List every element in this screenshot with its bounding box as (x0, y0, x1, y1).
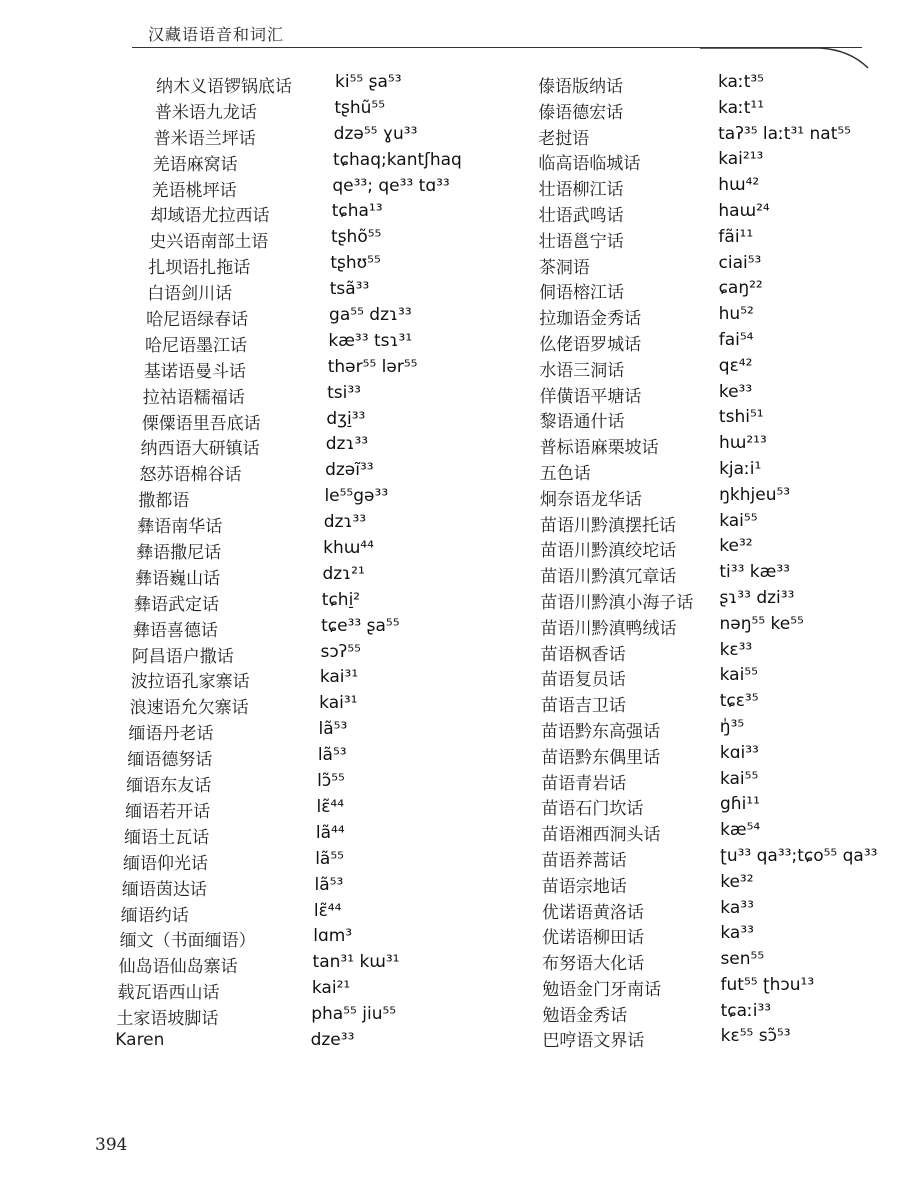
entry-row (530, 1026, 890, 1052)
dialect-name: 壮语邕宁话 (538, 231, 624, 252)
word-form: ga⁵⁵ dzɿ³³ (329, 305, 412, 326)
dialect-name: 彝语喜德话 (132, 620, 218, 641)
entry-row (100, 564, 500, 590)
word-form: kæ⁵⁴ (720, 820, 761, 841)
entry-row (530, 227, 890, 253)
word-form: tɕaːi³³ (720, 1000, 772, 1021)
dialect-name: 苗语复员话 (540, 670, 626, 691)
dialect-name: 哈尼语绿春话 (146, 310, 249, 331)
dialect-name: 苗语吉卫话 (540, 696, 626, 717)
word-form: le⁵⁵gə³³ (324, 486, 389, 507)
word-form: ŋ̍³⁵ (719, 716, 745, 737)
entry-row (530, 253, 890, 279)
dialect-name: 苗语湘西洞头话 (541, 825, 661, 846)
dialect-name: 彝语南华话 (137, 517, 223, 538)
entry-row (100, 745, 500, 771)
dialect-name: 彝语撒尼话 (136, 543, 222, 564)
dialect-name: 苗语川黔滇鸭绒话 (540, 618, 677, 639)
word-form: kɑi³³ (719, 742, 759, 763)
word-form: ki⁵⁵ ʂa⁵³ (335, 72, 402, 92)
entry-row (100, 305, 500, 331)
word-form: kai⁵⁵ (719, 510, 758, 531)
entry-row (100, 719, 500, 745)
entry-row (100, 227, 500, 253)
dialect-name: 拉珈语金秀话 (539, 309, 642, 330)
entry-row (530, 382, 890, 408)
dialect-name: 仙岛语仙岛寨话 (118, 957, 238, 978)
word-form: fai⁵⁴ (718, 329, 754, 350)
word-form: lɛ̃⁴⁴ (313, 900, 342, 921)
dialect-name: 波拉语孔家寨话 (130, 672, 250, 693)
entry-row (530, 278, 890, 304)
dialect-name: 炯奈语龙华话 (539, 489, 642, 510)
dialect-name: 普标语麻栗坡话 (539, 438, 659, 459)
entry-row (530, 330, 890, 356)
word-form: dzɿ²¹ (322, 563, 365, 584)
word-form: tɕɛ³⁵ (719, 691, 759, 712)
entry-row (100, 253, 500, 279)
dialect-name: 傣语德宏话 (538, 102, 624, 123)
word-form: nəŋ⁵⁵ ke⁵⁵ (719, 613, 804, 634)
dialect-name: 水语三洞话 (539, 360, 625, 381)
dialect-name: 缅语东友话 (126, 776, 212, 797)
entry-row (100, 693, 500, 719)
word-form: qɛ⁴² (718, 355, 753, 376)
entry-row (100, 201, 500, 227)
dialect-name: 纳木义语锣锅底话 (156, 77, 292, 97)
dialect-name: 浪速语允欠寨话 (129, 698, 249, 719)
dialect-name: 苗语川黔滇摆托话 (540, 515, 677, 536)
dialect-name: 哈尼语墨江话 (145, 335, 247, 356)
dialect-name: 苗语宗地话 (541, 876, 627, 897)
dialect-name: 彝语巍山话 (135, 568, 221, 589)
entry-row (100, 952, 500, 978)
word-form: dʒi̠³³ (326, 408, 366, 429)
entry-row (530, 820, 890, 846)
entry-row (530, 562, 890, 588)
word-form: ka³³ (720, 923, 754, 944)
dialect-name: 苗语黔东偶里话 (541, 747, 661, 768)
left-column (100, 72, 500, 1056)
word-form: hɯ²¹³ (719, 433, 767, 454)
entry-row (100, 279, 500, 305)
dialect-name: 羌语桃坪话 (151, 180, 237, 201)
word-form: lã⁴⁴ (315, 822, 345, 843)
dialect-name: 缅语若开话 (125, 801, 211, 822)
entry-row (100, 124, 500, 150)
entry-row (100, 771, 500, 797)
word-form: ŋkhjeu⁵³ (719, 484, 791, 505)
word-form: dzə⁵⁵ ɣu³³ (333, 123, 418, 144)
entry-row (530, 304, 890, 330)
word-form: qe³³; qe³³ tɑ³³ (332, 175, 450, 196)
entry-row (100, 72, 500, 98)
entry-row (530, 923, 890, 949)
entry-row (530, 72, 890, 98)
entry-row (530, 794, 890, 820)
dialect-name: 苗语青岩话 (541, 773, 627, 794)
word-form: tɕha¹³ (331, 201, 383, 222)
entry-row (100, 98, 500, 124)
dialect-name: 苗语川黔滇冗章话 (540, 567, 677, 588)
dialect-name: 阿昌语户撒话 (131, 646, 234, 667)
word-form: tʂhʊ⁵⁵ (330, 253, 381, 274)
word-form: khɯ⁴⁴ (323, 538, 374, 559)
dialect-name: 苗语川黔滇小海子话 (540, 592, 694, 613)
word-form: ti³³ kæ³³ (719, 562, 790, 583)
entry-row (530, 872, 890, 898)
word-form: kjaːi¹ (719, 458, 762, 479)
dialect-name: 扎坝语扎拖话 (148, 258, 251, 279)
entry-row (100, 926, 500, 952)
word-form: kɛ³³ (719, 639, 753, 660)
dialect-name: 普米语九龙话 (154, 102, 257, 123)
entry-row (530, 407, 890, 433)
word-form: dzɿ³³ (323, 512, 367, 533)
right-column (530, 72, 890, 1052)
dialect-name: 载瓦语西山话 (117, 983, 220, 1004)
word-form: ʂɿ³³ dzi³³ (719, 587, 795, 608)
word-form: dze³³ (310, 1029, 355, 1050)
dialect-name: 老挝语 (538, 128, 590, 149)
word-form: fut⁵⁵ ʈhɔu¹³ (720, 974, 815, 995)
word-form: dzɿ³³ (325, 434, 369, 455)
entry-row (100, 616, 500, 642)
word-form: ciai⁵³ (718, 252, 762, 273)
word-form: kɛ⁵⁵ sɔ̃⁵³ (720, 1026, 791, 1047)
dialect-name: 缅语丹老话 (128, 724, 214, 745)
entry-row (530, 511, 890, 537)
dialect-name: 缅语仰光话 (123, 853, 208, 874)
word-form: tʂhũ⁵⁵ (334, 97, 386, 118)
entry-row (100, 875, 500, 901)
entry-row (530, 614, 890, 640)
entry-row (530, 536, 890, 562)
word-form: kaːt¹¹ (718, 97, 765, 118)
dialect-name: 苗语石门坎话 (541, 799, 644, 820)
word-form: kai³¹ (319, 693, 358, 714)
word-form: dzəĩ³³ (325, 460, 374, 481)
entry-row (530, 769, 890, 795)
entry-row (530, 1001, 890, 1027)
entry-row (530, 975, 890, 1001)
entry-row (530, 898, 890, 924)
word-form: haɯ²⁴ (718, 200, 770, 221)
entry-row (530, 691, 890, 717)
word-form: lã⁵³ (318, 719, 348, 740)
entry-row (100, 150, 500, 176)
entry-row (530, 201, 890, 227)
dialect-name: 傣语版纳话 (538, 77, 623, 97)
entry-row (100, 667, 500, 693)
dialect-name: Karen (115, 1029, 165, 1050)
word-form: ka³³ (720, 897, 754, 918)
dialect-name: 普米语兰坪话 (153, 128, 256, 149)
page-curl-line (700, 0, 870, 70)
entry-row (100, 486, 500, 512)
dialect-name: 缅语德努话 (127, 750, 213, 771)
entry-row (530, 665, 890, 691)
dialect-name: 优诺语柳田话 (541, 928, 644, 949)
word-form: lã⁵⁵ (315, 848, 344, 869)
entry-row (100, 1030, 500, 1056)
dialect-name: 怒苏语棉谷话 (139, 465, 242, 486)
word-form: pha⁵⁵ jiu⁵⁵ (311, 1004, 397, 1025)
dialect-name: 侗语榕江话 (538, 283, 624, 304)
entry-row (530, 175, 890, 201)
entry-row (100, 460, 500, 486)
word-form: ʈu³³ qa³³;tɕo⁵⁵ qa³³ (720, 845, 878, 866)
entry-row (100, 823, 500, 849)
word-form: tʂhõ⁵⁵ (331, 227, 382, 248)
dialect-name: 勉语金门牙南话 (542, 979, 662, 1000)
word-form: tɕhi̠² (321, 589, 361, 610)
dialect-name: 苗语川黔滇绞坨话 (540, 541, 677, 562)
dialect-name: 拉祜语糯福话 (142, 387, 245, 408)
entry-row (530, 459, 890, 485)
word-form: ke³³ (718, 381, 753, 402)
entry-row (100, 176, 500, 202)
entry-row (100, 642, 500, 668)
word-form: sen⁵⁵ (720, 949, 765, 970)
word-form: lã⁵³ (317, 745, 347, 766)
word-form: kai⁵⁵ (719, 665, 758, 686)
word-form: hɯ⁴² (718, 175, 760, 196)
word-form: kai²¹³ (718, 149, 764, 170)
entry-row (530, 124, 890, 150)
word-form: ke³² (719, 536, 753, 557)
entry-row (530, 433, 890, 459)
dialect-name: 勉语金秀话 (542, 1005, 628, 1026)
word-form: tsã³³ (329, 279, 370, 300)
word-form: tan³¹ kɯ³¹ (312, 952, 400, 973)
entry-row (100, 538, 500, 564)
dialect-name: 却域语尤拉西话 (150, 206, 270, 227)
dialect-name: 史兴语南部土语 (149, 232, 269, 253)
word-form: ɕaŋ²² (718, 278, 763, 299)
dialect-name: 缅文（书面缅语） (119, 931, 256, 952)
dialect-name: 白语剑川话 (147, 284, 233, 305)
entry-row (530, 949, 890, 975)
dialect-name: 布努语大化话 (542, 954, 645, 975)
word-form: tsi³³ (327, 382, 361, 403)
entry-row (530, 640, 890, 666)
dialect-name: 缅语土瓦话 (124, 827, 210, 848)
word-form: taʔ³⁵ laːt³¹ nat⁵⁵ (718, 123, 851, 144)
entry-row (530, 846, 890, 872)
entry-row (100, 978, 500, 1004)
entry-row (530, 588, 890, 614)
dialect-name: 仫佬语罗城话 (539, 334, 642, 355)
entry-row (100, 1004, 500, 1030)
dialect-name: 傈僳语里吾底话 (141, 413, 261, 434)
dialect-name: 苗语黔东高强话 (541, 721, 660, 742)
dialect-name: 纳西语大研镇话 (140, 439, 260, 460)
dialect-name: 彝语武定话 (134, 594, 219, 615)
entry-row (100, 512, 500, 538)
dialect-name: 优诺语黄洛话 (541, 902, 644, 923)
entry-row (100, 797, 500, 823)
word-form: kai⁵⁵ (719, 768, 759, 789)
dialect-name: 缅语约话 (120, 905, 189, 926)
word-form: lɔ̃⁵⁵ (317, 771, 345, 792)
dialect-name: 五色话 (539, 463, 591, 484)
dialect-name: 壮语柳江话 (538, 180, 624, 201)
entry-row (100, 590, 500, 616)
word-form: tɕe³³ ʂa⁵⁵ (321, 615, 400, 636)
word-form: tɕhaq;kantʃhaq (333, 149, 462, 170)
entry-row (100, 901, 500, 927)
entry-row (100, 849, 500, 875)
word-form: tshi⁵¹ (718, 407, 764, 428)
word-form: kaːt³⁵ (718, 72, 764, 92)
word-form: kæ³³ tsɿ³¹ (328, 330, 413, 351)
entry-row (100, 357, 500, 383)
word-form: sɔʔ⁵⁵ (320, 641, 361, 662)
entry-row (530, 98, 890, 124)
dialect-name: 基诺语曼斗话 (143, 361, 246, 382)
word-form: thər⁵⁵ lər⁵⁵ (327, 356, 418, 377)
word-form: lɛ̃⁴⁴ (316, 796, 345, 817)
dialect-name: 苗语枫香话 (540, 644, 626, 665)
word-form: gɦi¹¹ (720, 794, 760, 815)
word-form: lɑm³ (313, 926, 353, 947)
entry-row (530, 149, 890, 175)
entry-row (530, 717, 890, 743)
dialect-name: 黎语通什话 (539, 412, 625, 433)
entry-row (100, 331, 500, 357)
dialect-name: 土家语坡脚话 (116, 1009, 219, 1030)
running-header: 汉藏语语音和词汇 (148, 25, 285, 44)
entry-row (100, 383, 500, 409)
dialect-name: 苗语养蒿话 (541, 850, 627, 871)
word-form: kai²¹ (311, 978, 351, 999)
dialect-name: 壮语武鸣话 (538, 205, 624, 226)
word-form: hu⁵² (718, 304, 754, 325)
dialect-name: 佯僙语平塘话 (539, 386, 642, 407)
dialect-name: 羌语麻窝话 (152, 154, 238, 175)
dialect-name: 缅语茵达话 (121, 879, 207, 900)
word-form: ke³² (720, 871, 754, 892)
word-form: lã⁵³ (314, 874, 344, 895)
entry-row (530, 356, 890, 382)
entry-row (100, 409, 500, 435)
dialect-name: 撒都语 (138, 491, 190, 512)
entry-row (530, 743, 890, 769)
entry-row (100, 434, 500, 460)
entry-row (530, 485, 890, 511)
dialect-name: 巴哼语文界话 (542, 1031, 645, 1052)
page-number: 394 (95, 1135, 128, 1155)
dialect-name: 茶洞语 (538, 257, 590, 278)
word-form: kai³¹ (319, 667, 359, 688)
word-form: fãi¹¹ (718, 226, 754, 247)
dialect-name: 临高语临城话 (538, 154, 641, 175)
